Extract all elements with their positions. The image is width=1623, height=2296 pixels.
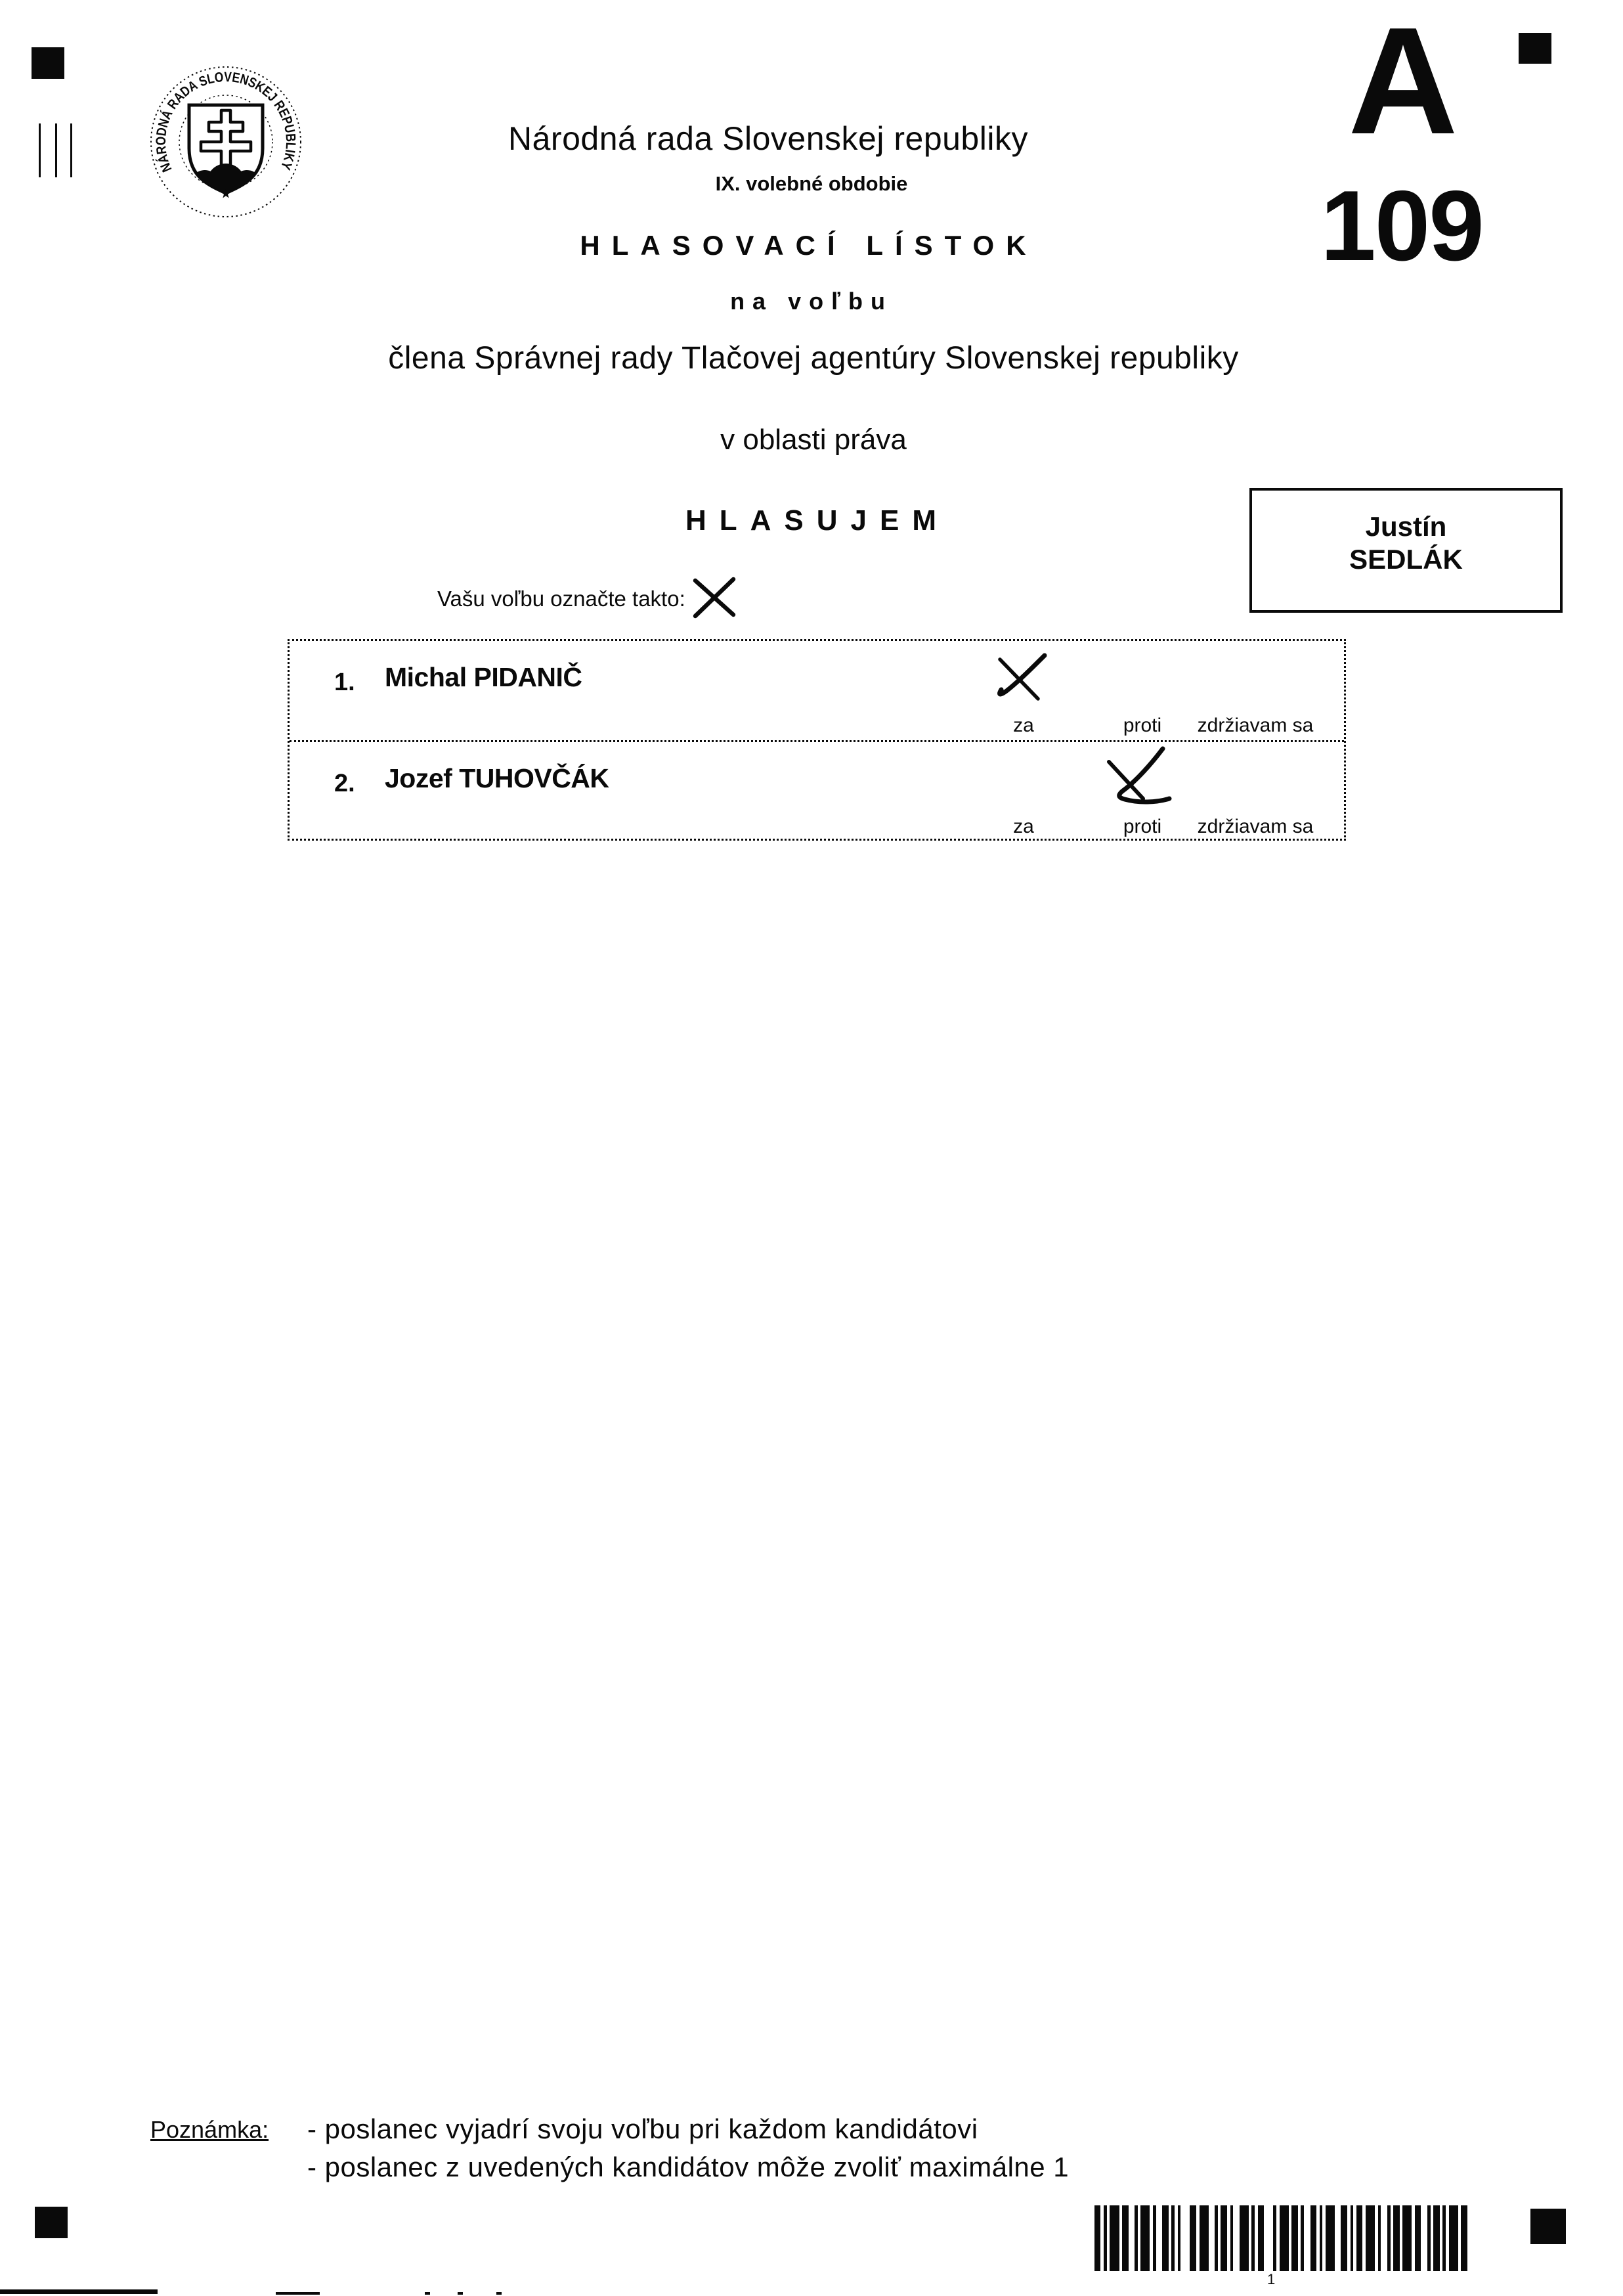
candidate-name: Jozef TUHOVČÁK [385, 763, 609, 793]
scan-edge-artifact [425, 2292, 430, 2295]
option-za: za [1013, 715, 1034, 736]
candidates-box [288, 639, 1346, 841]
note-line-1: - poslanec vyjadrí svoju voľbu pri každom kandidátovi [307, 2113, 978, 2144]
note-line-2: - poslanec z uvedených kandidátov môže zvoliť maximálne 1 [307, 2152, 1070, 2182]
candidate-row-2 [290, 742, 1344, 841]
registration-line-2 [55, 123, 57, 177]
option-za: za [1013, 816, 1034, 837]
scan-edge-artifact [458, 2292, 463, 2295]
document-title: HLASOVACÍ LÍSTOK [580, 230, 1038, 261]
option-proti: proti [1123, 816, 1162, 837]
registration-square-bottom-right [1530, 2209, 1566, 2244]
sheet-letter: A [1348, 0, 1456, 166]
mark-instruction-label: Vašu voľbu označte takto: [437, 586, 685, 611]
candidate-number: 2. [334, 770, 355, 797]
voter-first-name: Justín [1365, 511, 1447, 542]
option-zdrziavam: zdržiavam sa [1197, 715, 1314, 736]
position-line-1: člena Správnej rady Tlačovej agentúry Slovenskej republiky [388, 341, 1239, 376]
scan-edge-artifact [496, 2292, 502, 2295]
option-zdrziavam: zdržiavam sa [1197, 816, 1314, 837]
registration-line-1 [39, 123, 41, 177]
candidate-name: Michal PIDANIČ [385, 662, 582, 692]
document-subtitle: na voľbu [730, 288, 893, 315]
registration-line-3 [70, 123, 72, 177]
vote-heading: HLASUJEM [685, 504, 950, 537]
voter-last-name: SEDLÁK [1349, 544, 1463, 575]
slovak-coat-of-arms-icon [188, 105, 264, 202]
sheet-number: 109 [1320, 170, 1483, 282]
barcode [1094, 2205, 1474, 2271]
scan-edge-artifact [276, 2292, 320, 2295]
registration-square-bottom-left [35, 2207, 68, 2238]
position-line-2: v oblasti práva [720, 424, 907, 456]
seal-ring-text: NÁRODNÁ RADA SLOVENSKEJ REPUBLIKY [153, 69, 299, 175]
x-mark-candidate-1 [992, 650, 1051, 704]
organization-title: Národná rada Slovenskej republiky [508, 120, 1028, 157]
registration-square-top-right [1519, 33, 1551, 64]
x-mark-candidate-2 [1102, 743, 1176, 808]
parliament-seal-icon [148, 64, 303, 219]
sheet-id [1320, 0, 1484, 282]
election-term: IX. volebné obdobie [715, 172, 908, 195]
candidate-number: 1. [334, 669, 355, 696]
scan-edge-artifact [0, 2289, 158, 2294]
voter-name-box [1249, 488, 1563, 613]
note-label: Poznámka: [150, 2116, 269, 2143]
barcode-caption: 1 [1267, 2271, 1276, 2287]
candidate-row-1 [290, 641, 1344, 742]
sample-x-mark-icon [690, 573, 740, 621]
option-proti: proti [1123, 715, 1162, 736]
registration-square-top-left [32, 47, 64, 79]
